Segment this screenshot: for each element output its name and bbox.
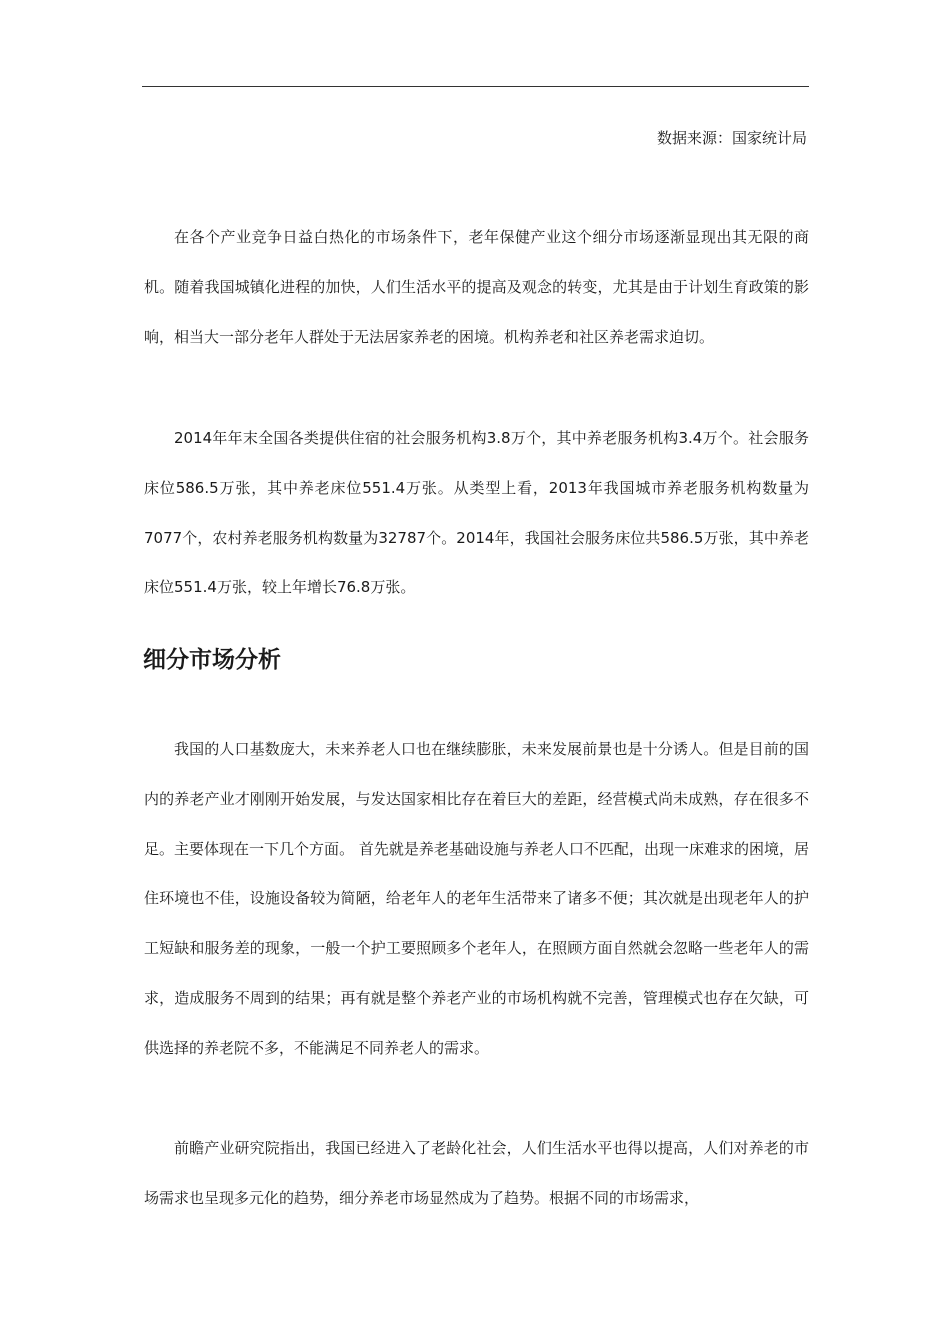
section-heading: 细分市场分析 — [143, 647, 281, 673]
paragraph-industry-problems: 我国的人口基数庞大，未来养老人口也在继续膨胀，未来发展前景也是十分诱人。但是目前的国内的养老产业才刚刚开始发展，与发达国家相比存在着巨大的差距，经营模式尚未成熟，存在很多不足。主要体现在一下几个方面。 首先就是养老基础设施与养老人口不匹配，出现一床难求的困境，居住环境也不佳，设施设备较为简陋，给老年人的老年生活带来了诸多不便；其次就是出现老年人的护工短缺和服务差的现象，一般一个护工要照顾多个老年人，在照顾方面自然就会忽略一些老年人的需求，造成服务不周到的结果；再有就是整个养老产业的市场机构就不完善，管理模式也存在欠缺，可供选择的养老院不多，不能满足不同养老人的需求。 — [144, 740, 809, 1057]
paragraph-market-opportunity: 在各个产业竞争日益白热化的市场条件下，老年保健产业这个细分市场逐渐显现出其无限的商机。随着我国城镇化进程的加快，人们生活水平的提高及观念的转变，尤其是由于计划生育政策的影响，相当大一部分老年人群处于无法居家养老的困境。机构养老和社区养老需求迫切。 — [144, 228, 809, 346]
paragraph-market-demand: 前瞻产业研究院指出，我国已经进入了老龄化社会，人们生活水平也得以提高，人们对养老的市场需求也呈现多元化的趋势，细分养老市场显然成为了趋势。根据不同的市场需求， — [144, 1139, 809, 1207]
data-source-note: 数据来源：国家统计局 — [656, 129, 807, 147]
paragraph-institution-statistics: 2014年年末全国各类提供住宿的社会服务机构3.8万个，其中养老服务机构3.4万个。社会服务床位586.5万张，其中养老床位551.4万张。从类型上看，2013年我国城市养老服务机构数量为7077个，农村养老服务机构数量为32787个。2014年，我国社会服务床位共586.5万张，其中养老床位551.4万张，较上年增长76.8万张。 — [144, 429, 809, 597]
header-rule — [142, 86, 809, 87]
